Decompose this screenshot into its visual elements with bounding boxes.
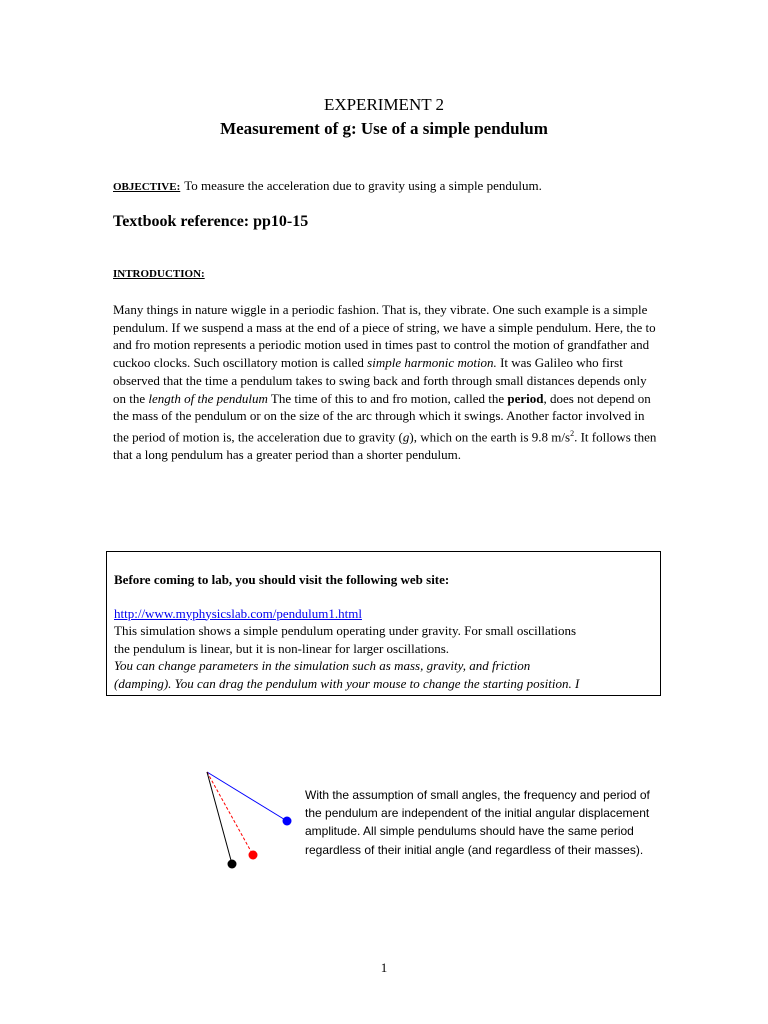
experiment-title: Measurement of g: Use of a simple pendulum [220, 119, 548, 138]
pendulum-simulation-link[interactable]: http://www.myphysicslab.com/pendulum1.html [114, 605, 362, 621]
objective-label: OBJECTIVE: [113, 181, 181, 193]
intro-strong-period: period [507, 390, 544, 406]
website-box [106, 551, 661, 696]
box-text-line-3: You can change parameters in the simulation such as mass, gravity, and friction [114, 658, 531, 673]
intro-emphasis-g: g [402, 429, 410, 445]
intro-text-4: , does not depend on the mass of the pendulum or on the size of the arc through which it swings. Another factor involved in the period of motion is, the acceleration due to gravity ( [113, 390, 651, 445]
pendulum-string-black [207, 772, 232, 864]
objective-text: To measure the acceleration due to gravity using a simple pendulum. [184, 178, 542, 193]
website-box-heading: Before coming to lab, you should visit the following web site: [114, 572, 450, 587]
box-text-line-2: the pendulum is linear, but it is non-linear for larger oscillations. [114, 640, 449, 656]
experiment-number: EXPERIMENT 2 [323, 95, 445, 114]
objective-line [113, 178, 542, 194]
intro-emphasis-length: length of the pendulum [148, 390, 268, 406]
introduction-paragraph [113, 301, 658, 464]
pendulum-string-blue [207, 772, 287, 821]
intro-emphasis-shm: simple harmonic motion. [367, 355, 497, 371]
pendulum-bob-black [228, 860, 237, 869]
page-number: 1 [380, 960, 388, 975]
intro-superscript: 2 [570, 428, 575, 438]
intro-text-6: . It follows then that a long pendulum has a greater period than a shorter pendulum. [113, 429, 657, 462]
pendulum-bob-blue [283, 817, 292, 826]
intro-text-2: It was Galileo who first observed that the time a pendulum takes to swing back and forth through small distances depends only on the [113, 355, 647, 406]
pendulum-caption: With the assumption of small angles, the frequency and period of the pendulum are independent of the initial angular displacement amplitude. All simple pendulums should have the same period regardless of their initial angle (and regardless of their masses). [305, 788, 650, 857]
intro-text-1: Many things in nature wiggle in a periodic fashion. That is, they vibrate. One such example is a simple pendulum. If we suspend a mass at the end of a piece of string, we have a simple pendulum. Here, the to and fro motion represents a periodic motion used in times past to control the motion of grandfather and cuckoo clocks. Such oscillatory motion is called [113, 302, 656, 371]
intro-text-3: The time of this to and fro motion, called the [267, 390, 508, 406]
introduction-heading: INTRODUCTION: [113, 268, 205, 280]
pendulum-string-red [207, 772, 253, 855]
pendulum-diagram [195, 766, 305, 876]
pendulum-bob-red [249, 851, 258, 860]
intro-text-5: ), which on the earth is 9.8 m/s [409, 429, 571, 445]
website-link-row [114, 605, 656, 623]
box-text-line-4: (damping). You can drag the pendulum with your mouse to change the starting position. I [114, 675, 580, 691]
textbook-reference: Textbook reference: pp10-15 [113, 213, 309, 230]
box-text-line-1: This simulation shows a simple pendulum operating under gravity. For small oscillations [114, 623, 577, 638]
